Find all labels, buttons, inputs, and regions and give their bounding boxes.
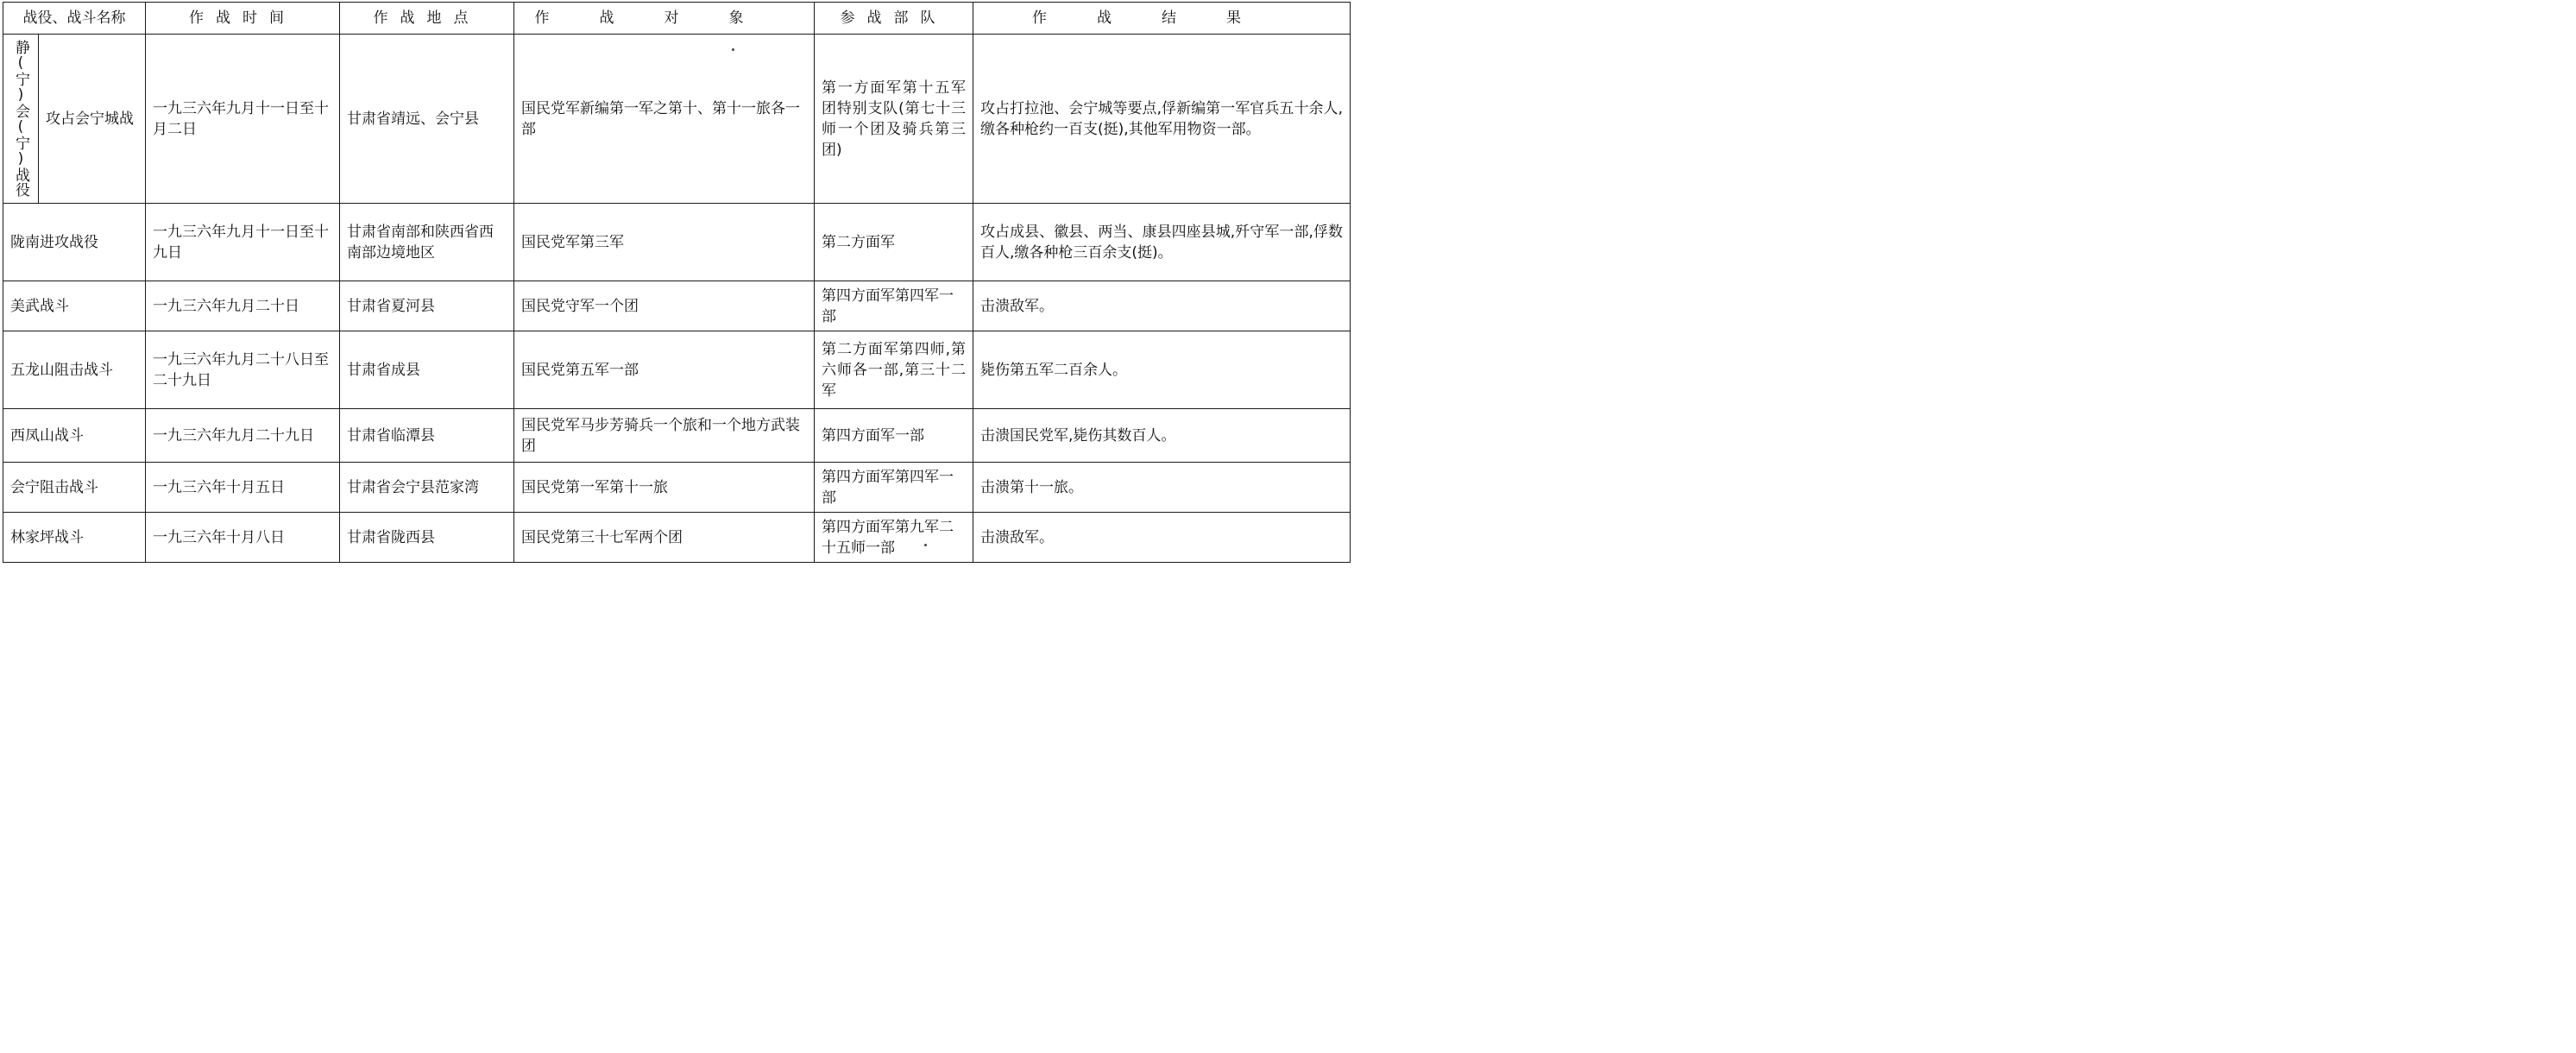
row-troops-cell: 第一方面军第十五军团特别支队(第七十三师一个团及骑兵第三团) — [815, 35, 973, 204]
header-name: 战役、战斗名称 — [3, 3, 146, 35]
row-result-cell: 击溃敌军。 — [973, 281, 1351, 331]
campaign-group-name: 静(宁)会(宁)战役 — [12, 40, 29, 197]
row-place-cell: 甘肃省临潭县 — [340, 409, 514, 463]
row-name-cell: 陇南进攻战役 — [3, 204, 146, 281]
header-result: 作战结果 — [973, 3, 1351, 35]
header-troops: 参战部队 — [815, 3, 973, 35]
row-time-cell: 一九三六年十月五日 — [146, 463, 340, 513]
table-header-row — [3, 3, 1351, 35]
header-time: 作战时间 — [146, 3, 340, 35]
table-row — [3, 463, 1351, 513]
row-place-cell: 甘肃省靖远、会宁县 — [340, 35, 514, 204]
scan-speck — [924, 544, 927, 546]
row-place-cell: 甘肃省成县 — [340, 331, 514, 409]
row-troops-cell: 第四方面军一部 — [815, 409, 973, 463]
row-time-cell: 一九三六年九月十一日至十月二日 — [146, 35, 340, 204]
row-time-cell: 一九三六年九月十一日至十九日 — [146, 204, 340, 281]
row-result-cell: 毙伤第五军二百余人。 — [973, 331, 1351, 409]
row-target-cell: 国民党军第三军 — [514, 204, 815, 281]
row-name-cell: 会宁阻击战斗 — [3, 463, 146, 513]
row-time-cell: 一九三六年十月八日 — [146, 513, 340, 563]
row-name-cell: 攻占会宁城战 — [39, 35, 146, 204]
row-troops-cell: 第四方面军第四军一部 — [815, 463, 973, 513]
row-place-cell: 甘肃省会宁县范家湾 — [340, 463, 514, 513]
battle-record-table — [3, 2, 1351, 563]
header-place: 作战地点 — [340, 3, 514, 35]
row-name-cell: 林家坪战斗 — [3, 513, 146, 563]
table-row — [3, 513, 1351, 563]
table-row — [3, 35, 1351, 204]
scan-speck — [732, 48, 734, 51]
row-name-cell: 五龙山阻击战斗 — [3, 331, 146, 409]
row-place-cell: 甘肃省南部和陕西省西南部边境地区 — [340, 204, 514, 281]
row-target-cell: 国民党第五军一部 — [514, 331, 815, 409]
row-troops-cell: 第二方面军 — [815, 204, 973, 281]
row-result-cell: 攻占打拉池、会宁城等要点,俘新编第一军官兵五十余人,缴各种枪约一百支(挺),其他军用物资一部。 — [973, 35, 1351, 204]
row-time-cell: 一九三六年九月二十八日至二十九日 — [146, 331, 340, 409]
row-troops-cell: 第二方面军第四师,第六师各一部,第三十二军 — [815, 331, 973, 409]
table-row — [3, 409, 1351, 463]
row-place-cell: 甘肃省夏河县 — [340, 281, 514, 331]
row-target-cell: 国民党第一军第十一旅 — [514, 463, 815, 513]
row-target-cell: 国民党第三十七军两个团 — [514, 513, 815, 563]
campaign-group-cell — [3, 35, 39, 204]
row-target-cell: 国民党军新编第一军之第十、第十一旅各一部 — [514, 35, 815, 204]
table-row — [3, 331, 1351, 409]
row-time-cell: 一九三六年九月二十九日 — [146, 409, 340, 463]
row-result-cell: 击溃敌军。 — [973, 513, 1351, 563]
row-time-cell: 一九三六年九月二十日 — [146, 281, 340, 331]
row-target-cell: 国民党军马步芳骑兵一个旅和一个地方武装团 — [514, 409, 815, 463]
battle-record-page — [0, 0, 1353, 555]
row-result-cell: 攻占成县、徽县、两当、康县四座县城,歼守军一部,俘数百人,缴各种枪三百余支(挺)。 — [973, 204, 1351, 281]
row-place-cell: 甘肃省陇西县 — [340, 513, 514, 563]
row-name-cell: 西凤山战斗 — [3, 409, 146, 463]
row-result-cell: 击溃第十一旅。 — [973, 463, 1351, 513]
table-row — [3, 204, 1351, 281]
row-name-cell: 美武战斗 — [3, 281, 146, 331]
row-result-cell: 击溃国民党军,毙伤其数百人。 — [973, 409, 1351, 463]
header-target: 作战对象 — [514, 3, 815, 35]
row-target-cell: 国民党守军一个团 — [514, 281, 815, 331]
row-troops-cell: 第四方面军第四军一部 — [815, 281, 973, 331]
row-troops-cell: 第四方面军第九军二十五师一部 — [815, 513, 973, 563]
table-row — [3, 281, 1351, 331]
